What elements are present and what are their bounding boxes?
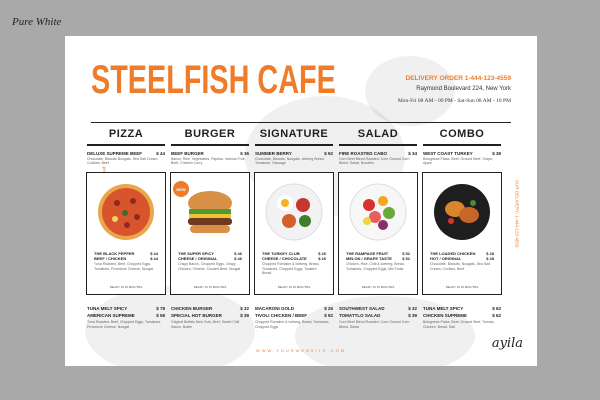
menu-item: SPECIAL HOT BURGER $ 39 [171, 313, 249, 318]
menu-item-desc: Bolognese Pasta, Beef, Ground Beef, Grape, Apple [423, 156, 494, 165]
card-item: BEEF / CHICKEN $ 44 [94, 256, 158, 261]
column-title: BURGER [184, 128, 236, 140]
column-title: SIGNATURE [259, 128, 329, 140]
ready-label: READY IN 15 MINUTES [445, 285, 479, 289]
card-desc: Crispy Bacon, Chopped Eggs, Crispy Chicken, Cheese, Crusted Beef, Nougat [178, 262, 241, 271]
card-combo[interactable] [422, 172, 502, 295]
column-signature [255, 128, 333, 166]
card-desc: Tuna Roasted, Beef, Chopped Eggs, Tomatoes, Provolone Cheese, Nougat [94, 262, 154, 271]
top-divider [91, 122, 511, 123]
menu-item-desc: Chocolate, Biscuits Nougats, Sea Salt Cream, Cookies, Beef [87, 156, 159, 165]
menu-item: FIRE ROASTED CABO $ 34 [339, 150, 417, 156]
menu-item-desc: Bacon, Rice, Vegetables, Paprika, Various Fruit, Beef, Chicken Curry [171, 156, 246, 165]
signature-photo [265, 183, 323, 241]
card-pizza[interactable] [86, 172, 166, 295]
preview-caption: Pure White [12, 16, 62, 28]
opening-hours: Mon-Fri 08 AM - 09 PM - Sat-Sun 08 AM - 10 PM [397, 98, 511, 104]
menu-item-desc: Corn Beef Blend Roasted, Corn Ground Corn Blend, Salad [339, 320, 410, 329]
pizza-photo [97, 183, 155, 241]
ready-label: READY IN 15 MINUTES [277, 285, 311, 289]
card-salad[interactable] [338, 172, 418, 295]
card-item: THE SUPER SPICY $ 46 [178, 251, 242, 256]
delivery-order: DELIVERY ORDER 1-444-123-4559 [405, 75, 511, 82]
burger-photo [181, 183, 239, 241]
column-title: SALAD [357, 128, 399, 140]
column-title: PIZZA [108, 128, 144, 140]
menu-item-desc: Chopped Romaine & Iceberg, Bread, Tomatoes, Chopped Eggs [255, 320, 330, 329]
card-item: THE RAMPAGE FRUIT $ 52 [346, 251, 410, 256]
bottom-items-pizza [87, 306, 165, 331]
new-badge: NEW [173, 181, 189, 197]
menu-item: SOUTHWEST SALAD $ 32 [339, 306, 417, 311]
ready-label: READY IN 15 MINUTES [193, 285, 227, 289]
menu-item: TOMATTLO SALAD $ 39 [339, 313, 417, 318]
menu-item-desc: Bolognese Pasta, Beef, Ground Beef, Tomato, Chicken, Bread, Salt [423, 320, 495, 329]
card-item: MELON / GRAPE TASTE $ 52 [346, 256, 410, 261]
card-item: THE LOADED CHICKEN $ 28 [430, 251, 494, 256]
menu-item: BEEF BURGER $ 36 [171, 150, 249, 156]
menu-item: WEST COAST TURKEY $ 36 [423, 150, 501, 156]
column-salad [339, 128, 417, 166]
salad-photo [349, 183, 407, 241]
menu-item: DELUXE SUPREME BEEF $ 44 [87, 150, 165, 156]
menu-item: TIVOLI CHICKEN / BEEF $ 92 [255, 313, 333, 318]
menu-item: AMERICAN SUPREME $ 58 [87, 313, 165, 318]
signature-mark: ayila [491, 336, 523, 351]
menu-item-desc: Chocolate, Biscuits, Nougats, Iceberg Bread, Tomatoes, Sausage [255, 156, 325, 165]
card-burger[interactable] [170, 172, 250, 295]
ready-label: READY IN 15 MINUTES [109, 285, 143, 289]
card-item: HOT / ORIGINAL $ 28 [430, 256, 494, 261]
column-rule [171, 144, 249, 146]
menu-item-desc: Tuna Roasted, Beef, Chopped Eggs, Tomatoes, Provolone Cheese, Nougat [87, 320, 162, 329]
cafe-title: STEELFISH CAFE [91, 58, 336, 102]
card-signature[interactable] [254, 172, 334, 295]
menu-item: TUNA MELT SPICY $ 78 [87, 306, 165, 311]
column-rule [255, 144, 333, 146]
column-rule [423, 144, 501, 146]
bottom-items-burger [171, 306, 249, 331]
address: Raymond Boulevard 224, New York [416, 86, 511, 92]
column-burger [171, 128, 249, 166]
ready-label: READY IN 15 MINUTES [361, 285, 395, 289]
combo-photo [433, 183, 491, 241]
card-item: THE BLACK PEPPER $ 44 [94, 251, 158, 256]
bottom-items-signature [255, 306, 333, 331]
menu-sheet [65, 36, 537, 366]
card-desc: Chopped Romaine & Iceberg, Bread, Tomatoes, Chopped Eggs, Toasted Bread [262, 262, 320, 275]
card-item: THE TURKEY CLUB $ 26 [262, 251, 326, 256]
menu-item: MACARONI GOLD $ 26 [255, 306, 333, 311]
contact-block [406, 74, 512, 94]
column-rule [339, 144, 417, 146]
menu-item: SUMMER BERRY $ 92 [255, 150, 333, 156]
menu-item: CHICKEN BURGER $ 32 [171, 306, 249, 311]
card-desc: Chocolate, Biscuits, Nougats, Sea Salt Cream, Cookies, Beef [430, 262, 490, 271]
card-desc: Chicken, Rice, Chili & Iceberg, Bread, Tomatoes, Chopped Eggs, Mix Fruits [346, 262, 405, 271]
card-item: CHEESE / CHOCOLATE $ 26 [262, 256, 326, 261]
column-combo [423, 128, 501, 166]
menu-item-desc: Corn Beef Blend Roasted, Corn Ground Corn Blend, Salad, Noodles [339, 156, 410, 165]
bottom-items-salad [339, 306, 417, 331]
website-link[interactable]: WWW.YOURWEBSITE.COM [255, 348, 347, 353]
menu-item: TUNA MELT SPICY $ 62 [423, 306, 501, 311]
column-pizza [87, 128, 165, 166]
column-title: COMBO [439, 128, 485, 140]
menu-item-desc: Original Buffalo New York, Beef, Sweet Chili Sauce, Butter [171, 320, 240, 329]
bottom-items-combo [423, 306, 501, 331]
side-right-text: OUR DELIVERY: 1-444-123-4559 [514, 179, 520, 248]
column-rule [87, 144, 165, 146]
menu-item: CHICKEN SUPREME $ 62 [423, 313, 501, 318]
card-item: CHEESE / ORIGINAL $ 46 [178, 256, 242, 261]
